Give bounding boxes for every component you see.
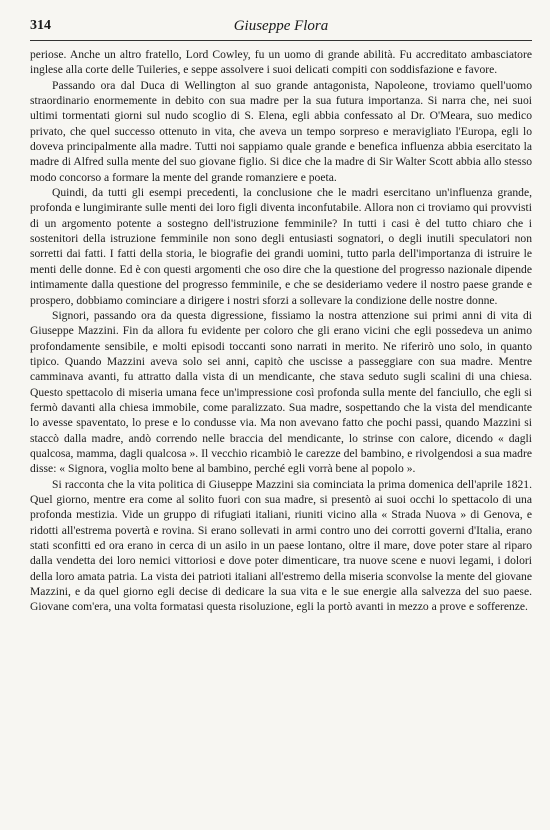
paragraph-2: Passando ora dal Duca di Wellington al suo grande antagonista, Napoleone, troviamo quell'uomo straordinario enormemente in debito con sua madre per la sua futura importanza. Si narra che, nei suoi ultimi tormentati giorni sul nudo scoglio di S. Elena, egli abbia confessato al Dr. O'Meara, suo medico privato, che quel successo ottenuto in vita, che aveva un tempo sorpreso e meravigliato l'Europa, egli lo doveva principalmente alla madre. Tutti noi sappiamo quale grande e benefica influenza abbia esercitato la madre di Alfred sulla mente del suo giovane figlio. Si dice che la madre di Sir Walter Scott abbia allo stesso modo concorso a formare la mente del grande romanziere e poeta. [30,78,532,184]
page-number: 314 [30,18,51,33]
body-text [30,47,532,615]
running-title: Giuseppe Flora [233,18,329,34]
paragraph-5: Si racconta che la vita politica di Giuseppe Mazzini sia cominciata la prima domenica dell'aprile 1821. Quel giorno, mentre era come al solito fuori con sua madre, si presentò ai suoi occhi lo spettacolo di una profonda mestizia. Vide un gruppo di rifugiati italiani, riuniti vicino alla « Strada Nuova » di Genova, e ridotti all'estrema povertà e rovina. Si erano sollevati in armi contro uno dei corrotti governi d'Italia, erano stati sconfitti ed ora erano in cerca di un asilo in un paese lontano, oltre il mare, dove poter stare al riparo dalla vendetta dei loro nemici vittoriosi e dove poter dimenticare, tra nuove scene e nuovi legami, i dolori della loro amata patria. La vista dei patrioti italiani all'estremo della miseria sconvolse la mente del giovane Mazzini, e da quel giorno egli decise di dedicare la sua vita e le sue energie alla salvezza del suo paese. Giovane com'era, una volta formatasi questa risoluzione, egli la portò avanti in mezzo a prove e sofferenze. [30,477,532,614]
paragraph-4: Signori, passando ora da questa digressione, fissiamo la nostra attenzione sui primi anni di vita di Giuseppe Mazzini. Fin da allora fu evidente per coloro che gli erano vicini che egli possedeva un animo profondamente sensibile, e molti episodi toccanti sono narrati in merito. Ne riferirò uno solo, in quanto tipico. Quando Mazzini aveva solo sei anni, capitò che uscisse a passeggiare con sua madre. Mentre camminava avanti, fu attratto dalla vista di un mendicante, che stava seduto sugli scalini di una chiesa. Questo spettacolo di miseria umana fece un'impressione così profonda sulla mente del fanciullo, che egli si fermò davanti alla chiesa immobile, come paralizzato. Sua madre, sospettando che la vista del mendicante lo avesse spaventato, lo prese e lo condusse via. Ma non avevano fatto che pochi passi, quando Mazzini si staccò dalla madre, andò correndo nelle braccia del mendicante, lo strinse con calore, dicendo « dagli qualcosa, mamma, dagli qualcosa ». Il vecchio ricambiò le carezze del bambino, e rivolgendosi a sua madre disse: « Signora, voglia molto bene al bambino, perché egli vorrà bene al popolo ». [30,308,532,476]
paragraph-3: Quindi, da tutti gli esempi precedenti, la conclusione che le madri esercitano un'influenza grande, profonda e lungimirante sulle menti dei loro figli diventa inconfutabile. Allora non ci troviamo qui provvisti di un argomento potente a sostegno dell'istruzione femminile? In tutti i casi è del tutto chiaro che i sostenitori della istruzione femminile non sono degli entusiasti sognatori, o degli inutili speculatori non sorretti dai fatti. I fatti della storia, le biografie dei grandi uomini, tutto parla dell'importanza di istruire le menti delle donne. Ed è con questi argomenti che oso dire che la questione del progresso nazionale dipende intimamente dalla questione del progresso femminile, e che se desideriamo vedere il nostro paese grande e prospero, dobbiamo cominciare a dirigere i nostri sforzi a sollevare la condizione delle nostre donne. [30,186,532,307]
page-header [30,18,532,41]
paragraph-1: periose. Anche un altro fratello, Lord Cowley, fu un uomo di grande abilità. Fu accreditato ambasciatore inglese alla corte delle Tuileries, e seppe assolvere i suoi delicati compiti con soddisfazione e favore. [30,48,532,77]
